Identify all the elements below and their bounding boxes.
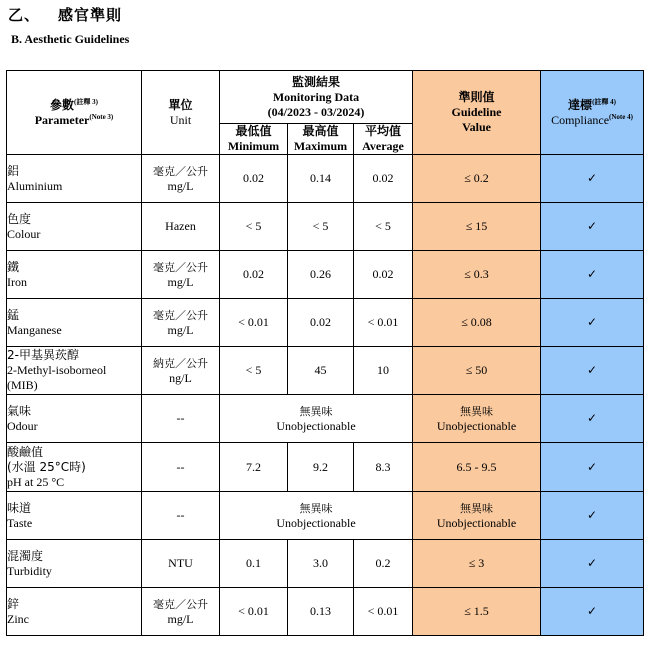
average-cell: < 5 (354, 203, 413, 251)
guideline-cell: ≤ 0.2 (413, 155, 541, 203)
parameter-cell: 鋁 Aluminium (7, 155, 142, 203)
guideline-cell: ≤ 0.3 (413, 251, 541, 299)
parameter-cell: 氣味 Odour (7, 395, 142, 443)
compliance-check-icon: ✓ (541, 395, 644, 443)
parameter-cell: 鐵 Iron (7, 251, 142, 299)
unit-cell: -- (142, 492, 220, 540)
average-cell: 0.02 (354, 251, 413, 299)
minimum-cell: 7.2 (220, 443, 288, 492)
header-compliance: 達標$^{(註釋 4)}$ Compliance$^{(Note 4)}$ (541, 71, 644, 155)
compliance-check-icon: ✓ (541, 540, 644, 588)
table-row (7, 395, 644, 443)
minimum-cell: < 0.01 (220, 588, 288, 636)
maximum-cell: 45 (288, 347, 354, 395)
minimum-cell: < 5 (220, 347, 288, 395)
table-header-row (7, 71, 644, 124)
compliance-check-icon: ✓ (541, 203, 644, 251)
guideline-cell: 無異味 Unobjectionable (413, 395, 541, 443)
minimum-cell: 0.1 (220, 540, 288, 588)
guideline-cell: ≤ 50 (413, 347, 541, 395)
average-cell: < 0.01 (354, 299, 413, 347)
table-row (7, 588, 644, 636)
parameter-cell: 酸鹼值 (水溫 25°C時) pH at 25 °C (7, 443, 142, 492)
average-cell: 10 (354, 347, 413, 395)
table-row (7, 540, 644, 588)
monitoring-merged-cell: 無異味 Unobjectionable (220, 492, 413, 540)
average-cell: 0.2 (354, 540, 413, 588)
parameter-cell: 色度 Colour (7, 203, 142, 251)
section-title-zh: 感官準則 (58, 6, 123, 24)
maximum-cell: 9.2 (288, 443, 354, 492)
maximum-cell: 0.13 (288, 588, 354, 636)
guideline-cell: 6.5 - 9.5 (413, 443, 541, 492)
unit-cell: 毫克／公升 mg/L (142, 299, 220, 347)
header-minimum: 最低值 Minimum (220, 124, 288, 155)
header-average: 平均值 Average (354, 124, 413, 155)
unit-cell: -- (142, 395, 220, 443)
header-monitoring-data: 監測結果 Monitoring Data (04/2023 - 03/2024) (220, 71, 413, 124)
header-guideline-value: 準則值 Guideline Value (413, 71, 541, 155)
monitoring-merged-cell: 無異味 Unobjectionable (220, 395, 413, 443)
table-row (7, 443, 644, 492)
parameter-cell: 鋅 Zinc (7, 588, 142, 636)
maximum-cell: 0.14 (288, 155, 354, 203)
minimum-cell: 0.02 (220, 155, 288, 203)
unit-cell: 毫克／公升 mg/L (142, 251, 220, 299)
parameter-cell: 混濁度 Turbidity (7, 540, 142, 588)
compliance-check-icon: ✓ (541, 299, 644, 347)
table-row (7, 155, 644, 203)
average-cell: 8.3 (354, 443, 413, 492)
unit-cell: -- (142, 443, 220, 492)
table-row (7, 299, 644, 347)
compliance-check-icon: ✓ (541, 588, 644, 636)
table-row (7, 203, 644, 251)
minimum-cell: < 5 (220, 203, 288, 251)
parameter-cell: 味道 Taste (7, 492, 142, 540)
maximum-cell: < 5 (288, 203, 354, 251)
header-maximum: 最高值 Maximum (288, 124, 354, 155)
maximum-cell: 0.02 (288, 299, 354, 347)
unit-cell: 毫克／公升 mg/L (142, 155, 220, 203)
maximum-cell: 3.0 (288, 540, 354, 588)
guideline-cell: 無異味 Unobjectionable (413, 492, 541, 540)
unit-cell: Hazen (142, 203, 220, 251)
compliance-check-icon: ✓ (541, 155, 644, 203)
minimum-cell: < 0.01 (220, 299, 288, 347)
unit-cell: 毫克／公升 mg/L (142, 588, 220, 636)
compliance-check-icon: ✓ (541, 251, 644, 299)
table-row (7, 492, 644, 540)
parameter-cell: 錳 Manganese (7, 299, 142, 347)
guideline-cell: ≤ 1.5 (413, 588, 541, 636)
unit-cell: 納克／公升 ng/L (142, 347, 220, 395)
unit-cell: NTU (142, 540, 220, 588)
average-cell: 0.02 (354, 155, 413, 203)
compliance-check-icon: ✓ (541, 443, 644, 492)
compliance-check-icon: ✓ (541, 492, 644, 540)
parameter-cell: 2-甲基異莰醇 2-Methyl-isoborneol (MIB) (7, 347, 142, 395)
header-unit: 單位 Unit (142, 71, 220, 155)
section-label: 乙、 (8, 6, 41, 24)
maximum-cell: 0.26 (288, 251, 354, 299)
table-row (7, 347, 644, 395)
guideline-cell: ≤ 0.08 (413, 299, 541, 347)
guideline-cell: ≤ 15 (413, 203, 541, 251)
compliance-check-icon: ✓ (541, 347, 644, 395)
average-cell: < 0.01 (354, 588, 413, 636)
section-title-en: B. Aesthetic Guidelines (11, 32, 130, 46)
minimum-cell: 0.02 (220, 251, 288, 299)
header-parameter: 參數$^{(註釋 3)}$ Parameter$^{(Note 3)}$ (7, 71, 142, 155)
aesthetic-guidelines-table (6, 70, 644, 636)
table-row (7, 251, 644, 299)
guideline-cell: ≤ 3 (413, 540, 541, 588)
section-heading-zh (8, 4, 122, 25)
